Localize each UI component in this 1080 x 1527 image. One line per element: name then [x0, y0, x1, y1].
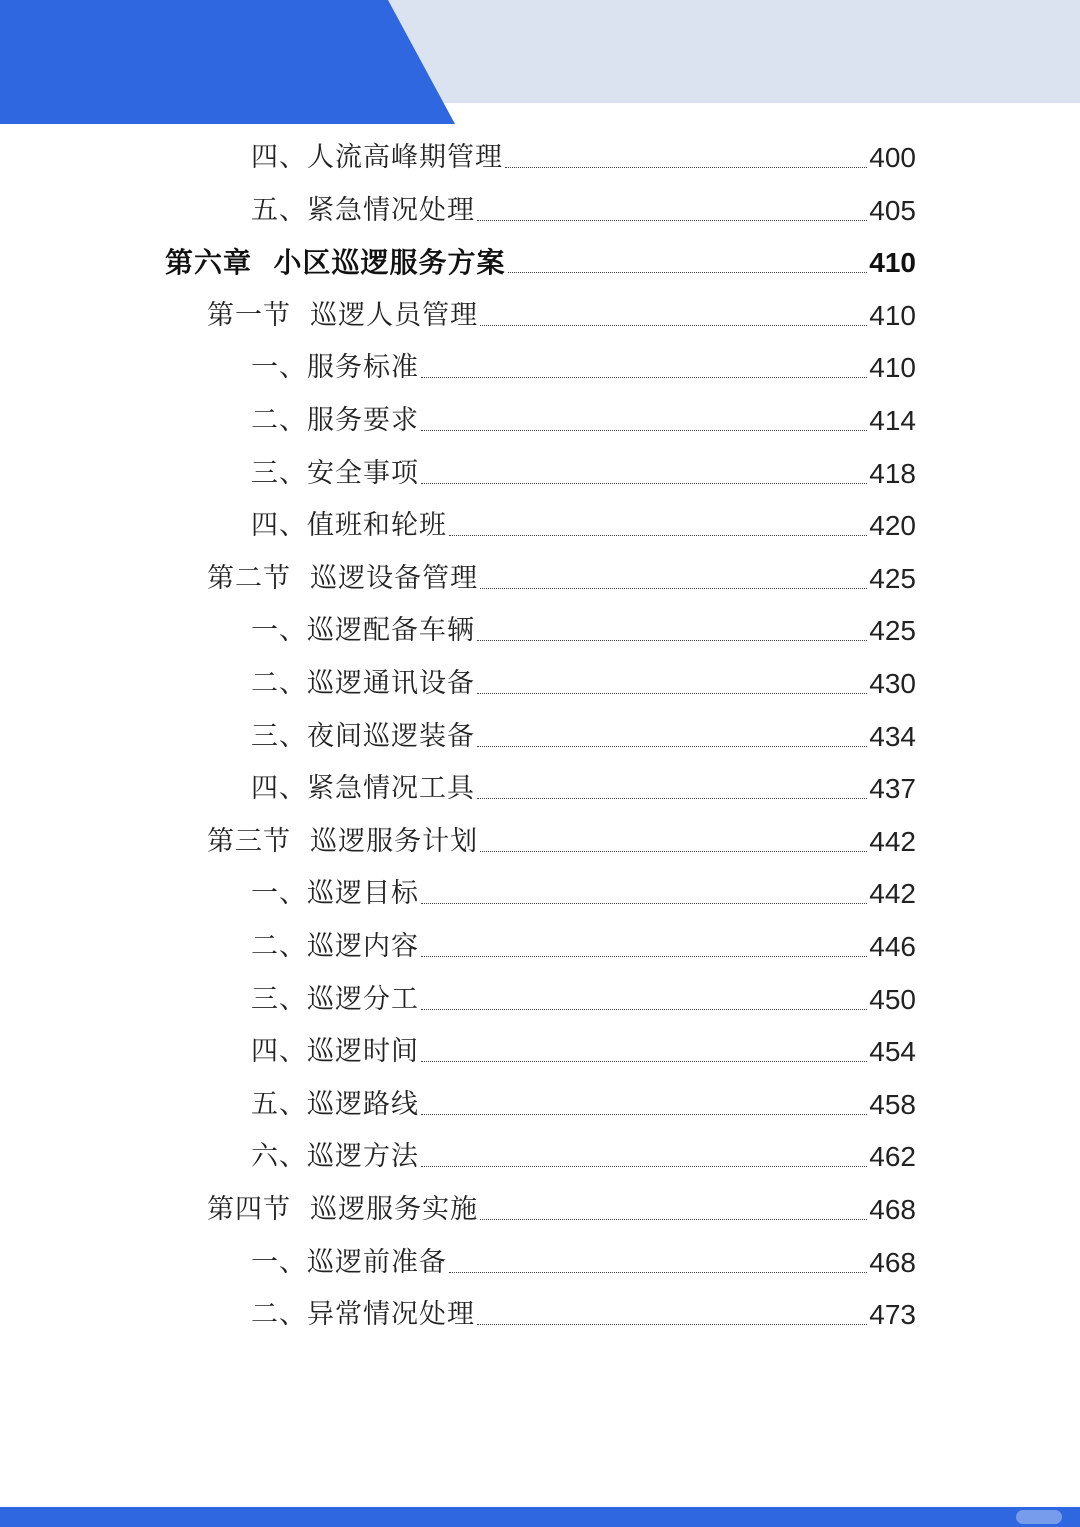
toc-entry-title: 第六章 小区巡逻服务方案: [165, 246, 506, 280]
toc-entry-page-number: 405: [869, 194, 916, 226]
toc-entry-title: 二、异常情况处理: [251, 1299, 475, 1331]
dot-leader: [421, 483, 867, 484]
toc-entry-page-number: 468: [869, 1246, 916, 1278]
toc-entry-page-number: 458: [869, 1088, 916, 1120]
dot-leader: [477, 746, 867, 747]
toc-entry-page-number: 473: [869, 1299, 916, 1331]
toc-entry-title: 四、紧急情况工具: [251, 773, 475, 805]
toc-entry-title: 五、紧急情况处理: [251, 194, 475, 226]
toc-entry-item[interactable]: [251, 1293, 916, 1337]
toc-entry-title: 三、安全事项: [251, 457, 419, 489]
dot-leader: [477, 798, 867, 799]
toc-entry-item[interactable]: [251, 189, 916, 233]
toc-entry-item[interactable]: [251, 925, 916, 969]
dot-leader: [477, 640, 867, 641]
toc-entry-title: 四、人流高峰期管理: [251, 142, 503, 173]
dot-leader: [421, 1061, 867, 1062]
dot-leader: [480, 1219, 867, 1220]
toc-entry-page-number: 430: [869, 668, 916, 699]
toc-entry-page-number: 442: [869, 878, 916, 910]
toc-entry-page-number: 425: [869, 562, 916, 594]
toc-entry-page-number: 410: [869, 352, 916, 384]
dot-leader: [449, 535, 867, 536]
dot-leader: [421, 1166, 867, 1167]
toc-entry-title: 第三节 巡逻服务计划: [207, 825, 479, 857]
dot-leader: [421, 1114, 867, 1115]
dot-leader: [508, 272, 868, 273]
toc-entry-item[interactable]: [251, 399, 916, 443]
toc-entry-title: 第一节 巡逻人员管理: [207, 299, 479, 331]
toc-entry-page-number: 450: [869, 983, 916, 1015]
toc-entry-section[interactable]: [207, 557, 916, 601]
toc-entry-section[interactable]: [207, 294, 916, 338]
toc-entry-item[interactable]: [251, 504, 916, 548]
dot-leader: [421, 430, 867, 431]
toc-entry-page-number: 410: [869, 247, 916, 279]
toc-entry-item[interactable]: [251, 767, 916, 811]
toc-entry-title: 六、巡逻方法: [251, 1141, 419, 1173]
toc-entry-section[interactable]: [207, 1188, 916, 1232]
toc-entry-item[interactable]: [251, 715, 916, 759]
toc-entry-item[interactable]: [251, 609, 916, 653]
toc-entry-page-number: 410: [869, 299, 916, 331]
toc-entry-page-number: 434: [869, 720, 916, 752]
toc-entry-title: 四、巡逻时间: [251, 1036, 419, 1068]
dot-leader: [421, 377, 867, 378]
toc-entry-title: 第四节 巡逻服务实施: [207, 1194, 479, 1225]
dot-leader: [480, 325, 867, 326]
toc-entry-page-number: 442: [869, 825, 916, 857]
toc-entry-item[interactable]: [251, 1135, 916, 1179]
toc-entry-page-number: 437: [869, 773, 916, 805]
dot-leader: [421, 956, 867, 957]
toc-entry-title: 四、值班和轮班: [251, 510, 447, 542]
dot-leader: [449, 1272, 867, 1273]
toc-entry-title: 一、巡逻前准备: [251, 1246, 447, 1278]
toc-entry-item[interactable]: [251, 662, 916, 706]
dot-leader: [477, 220, 867, 221]
toc-entry-page-number: 425: [869, 615, 916, 647]
toc-entry-page-number: 468: [869, 1194, 916, 1225]
dot-leader: [421, 903, 867, 904]
dot-leader: [477, 1324, 867, 1325]
toc-entry-page-number: 414: [869, 405, 916, 436]
toc-entry-item[interactable]: [251, 346, 916, 390]
toc-entry-item[interactable]: [251, 978, 916, 1022]
toc-entry-title: 三、巡逻分工: [251, 983, 419, 1015]
toc-entry-item[interactable]: [251, 452, 916, 496]
toc-entry-section[interactable]: [207, 820, 916, 864]
toc-entry-item[interactable]: [251, 136, 916, 180]
toc-entry-page-number: 400: [869, 142, 916, 173]
toc-entry-title: 一、巡逻目标: [251, 878, 419, 910]
footer-band: [0, 1507, 1080, 1527]
dot-leader: [477, 693, 867, 694]
toc-entry-page-number: 454: [869, 1036, 916, 1068]
toc-entry-item[interactable]: [251, 1030, 916, 1074]
dot-leader: [480, 851, 867, 852]
dot-leader: [480, 588, 867, 589]
toc-entry-page-number: 420: [869, 510, 916, 542]
toc-entry-title: 一、服务标准: [251, 352, 419, 384]
toc-entry-title: 二、服务要求: [251, 405, 419, 436]
dot-leader: [505, 167, 867, 168]
header-accent-shape: [0, 0, 455, 124]
watermark-icon: [1016, 1510, 1062, 1524]
dot-leader: [421, 1009, 867, 1010]
toc-entry-chapter[interactable]: [165, 241, 916, 285]
toc-entry-page-number: 462: [869, 1141, 916, 1173]
toc-entry-page-number: 446: [869, 931, 916, 962]
toc-entry-title: 第二节 巡逻设备管理: [207, 562, 479, 594]
toc-entry-item[interactable]: [251, 1083, 916, 1127]
toc-entry-title: 五、巡逻路线: [251, 1088, 419, 1120]
toc-entry-page-number: 418: [869, 457, 916, 489]
toc-entry-item[interactable]: [251, 872, 916, 916]
toc-entry-title: 一、巡逻配备车辆: [251, 615, 475, 647]
toc-entry-title: 二、巡逻通讯设备: [251, 668, 475, 699]
toc-entry-title: 二、巡逻内容: [251, 931, 419, 962]
toc-entry-title: 三、夜间巡逻装备: [251, 720, 475, 752]
toc-entry-item[interactable]: [251, 1241, 916, 1285]
